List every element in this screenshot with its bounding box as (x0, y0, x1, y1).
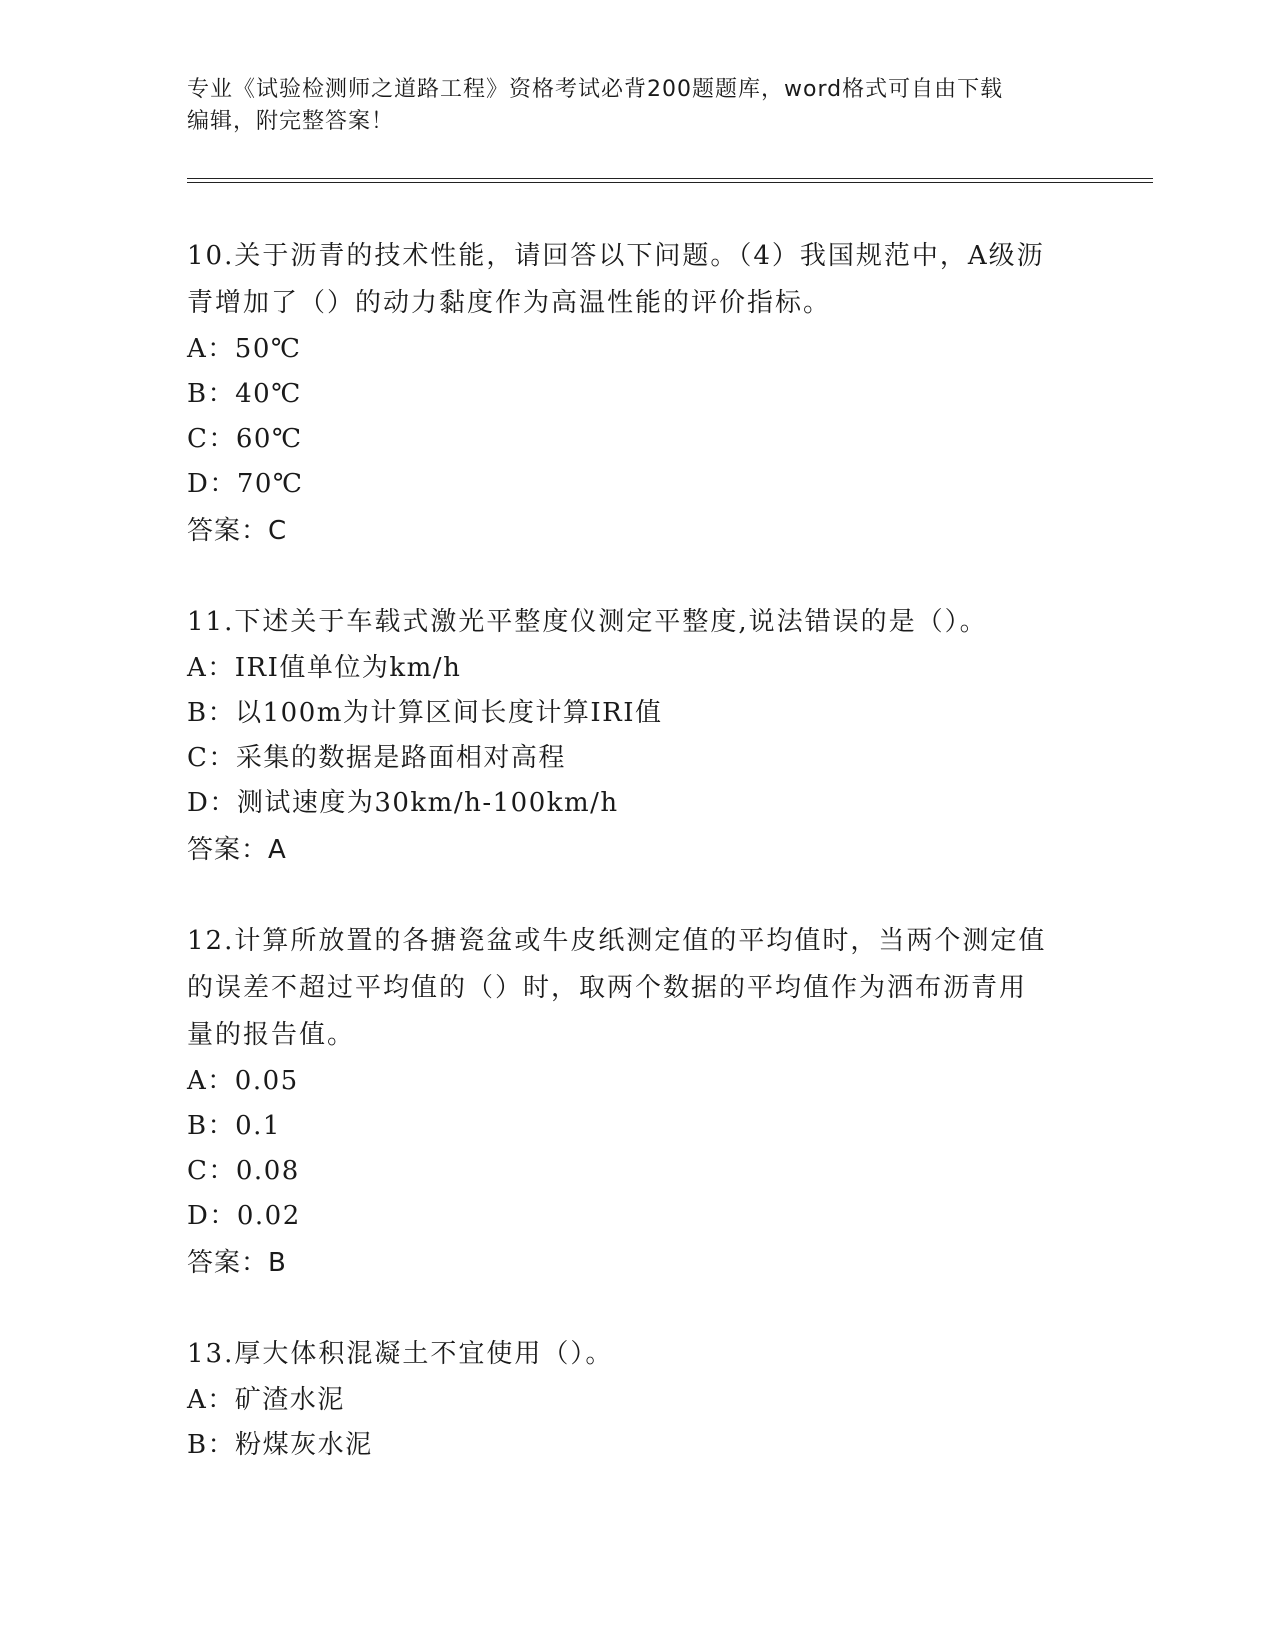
question-text-line: 12.计算所放置的各搪瓷盆或牛皮纸测定值的平均值时，当两个测定值 (187, 926, 1047, 956)
option-b: B：粉煤灰水泥 (187, 1430, 373, 1460)
question-13 (187, 1331, 1087, 1468)
option-d: D：0.02 (187, 1201, 301, 1231)
question-text-line: 量的报告值。 (187, 1020, 356, 1050)
option-c: C：60℃ (187, 424, 303, 454)
answer-label: 答案：C (187, 516, 288, 546)
option-d: D：测试速度为30km/h-100km/h (187, 788, 619, 818)
question-11-text (187, 599, 1087, 646)
header-title-line2: 编辑，附完整答案！ (187, 109, 395, 134)
question-12 (187, 918, 1087, 1287)
question-12-text (187, 918, 1087, 1059)
answer-label: 答案：A (187, 835, 287, 865)
question-text-line: 10.关于沥青的技术性能，请回答以下问题。（4）我国规范中，A级沥 (187, 241, 1045, 271)
document-header (187, 74, 1087, 138)
answer-label: 答案：B (187, 1248, 287, 1278)
option-b: B：以100m为计算区间长度计算IRI值 (187, 698, 663, 728)
option-a: A：50℃ (187, 334, 302, 364)
question-list (187, 233, 1087, 1512)
question-11 (187, 599, 1087, 874)
question-text-line: 13.厚大体积混凝土不宜使用（）。 (187, 1339, 614, 1369)
question-10 (187, 233, 1087, 555)
header-divider-bottom (187, 182, 1153, 183)
option-b: B：0.1 (187, 1111, 281, 1141)
question-13-text (187, 1331, 1087, 1378)
question-text-line: 青增加了（）的动力黏度作为高温性能的评价指标。 (187, 288, 832, 318)
option-a: A：矿渣水泥 (187, 1385, 345, 1415)
question-text-line: 11.下述关于车载式激光平整度仪测定平整度,说法错误的是（）。 (187, 607, 988, 637)
option-a: A：IRI值单位为km/h (187, 653, 462, 683)
question-10-text (187, 233, 1087, 327)
option-a: A：0.05 (187, 1066, 299, 1096)
option-c: C：采集的数据是路面相对高程 (187, 743, 566, 773)
question-text-line: 的误差不超过平均值的（）时，取两个数据的平均值作为洒布沥青用 (187, 973, 1028, 1003)
option-d: D：70℃ (187, 469, 304, 499)
header-divider-top (187, 178, 1153, 179)
option-c: C：0.08 (187, 1156, 300, 1186)
option-b: B：40℃ (187, 379, 302, 409)
header-title-line1: 专业《试验检测师之道路工程》资格考试必背200题题库，word格式可自由下载 (187, 77, 1004, 102)
